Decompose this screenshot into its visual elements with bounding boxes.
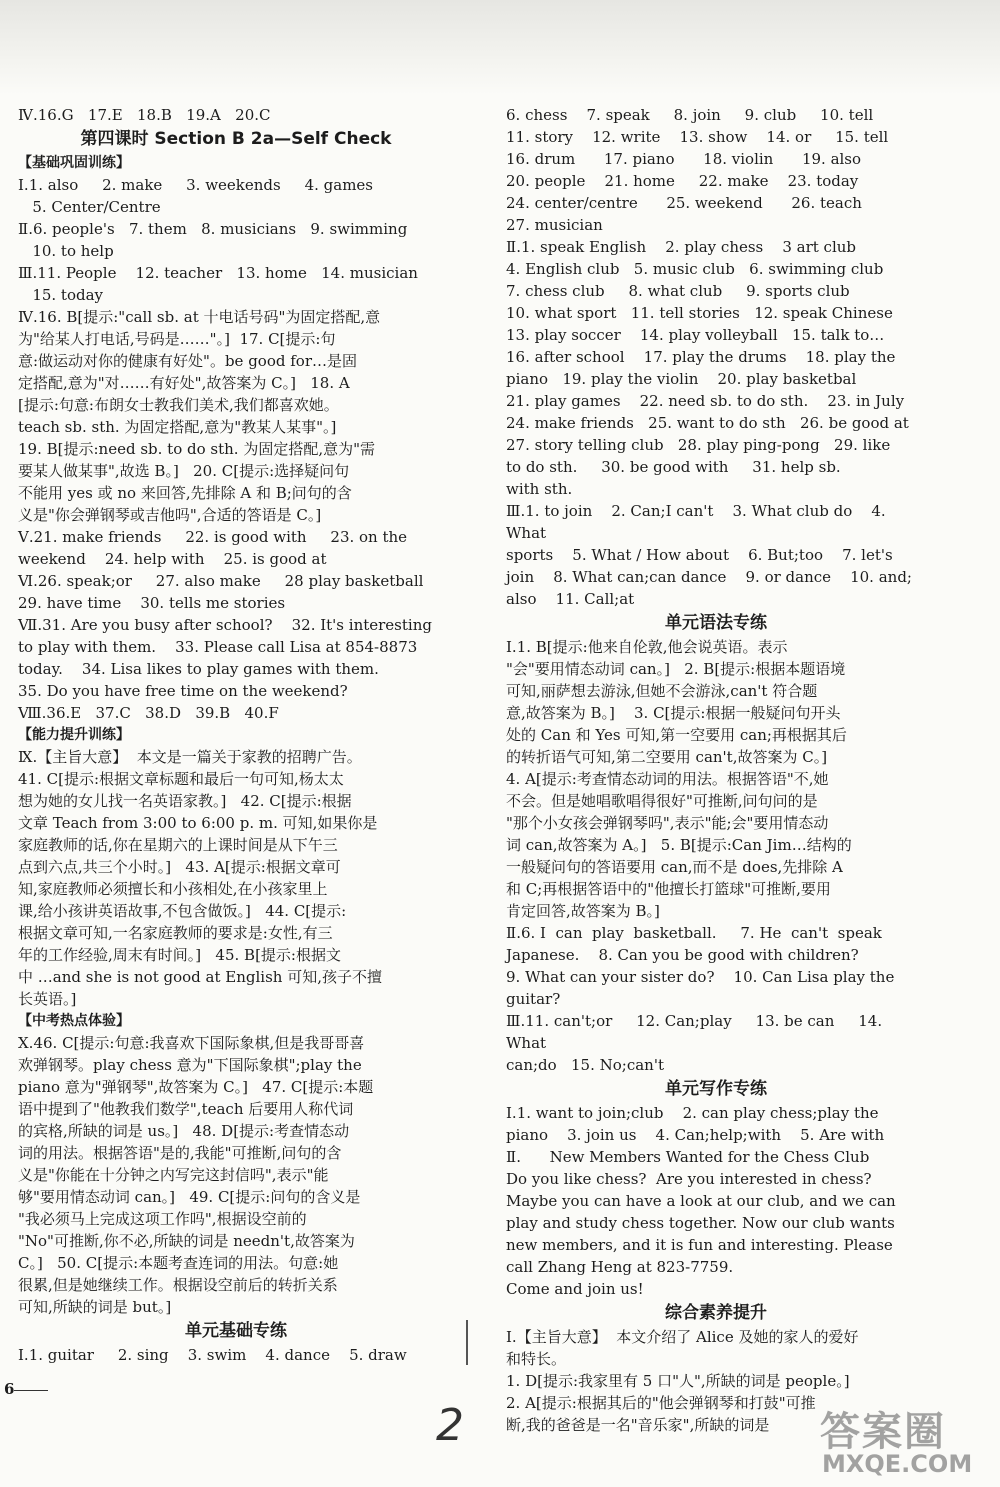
right-column bbox=[506, 104, 926, 1436]
text-line: to play with them. 33. Please call Lisa at 854-8873 bbox=[18, 638, 418, 656]
text-line: 课,给小孩讲英语故事,不包含做饭。] 44. C[提示: bbox=[18, 902, 347, 920]
text-line: 义是"你会弹钢琴或吉他吗",合适的答语是 C。] bbox=[18, 506, 322, 524]
text-line: 2. A[提示:根据其后的"他会弹钢琴和打鼓"可推 bbox=[506, 1394, 816, 1412]
section-title: 单元基础专练 bbox=[185, 1321, 287, 1341]
text-line: 欢弹钢琴。play chess 意为"下国际象棋";play the bbox=[18, 1056, 362, 1074]
text-line: Ⅱ.6. people's 7. them 8. musicians 9. swimming bbox=[18, 220, 408, 238]
text-line: 的转折语气可知,第二空要用 can't,故答案为 C。] bbox=[506, 748, 828, 766]
text-line: 11. story 12. write 13. show 14. or 15. tell bbox=[506, 128, 889, 146]
text-line: piano 3. join us 4. Can;help;with 5. Are with bbox=[506, 1126, 885, 1144]
text-line: Ⅶ.31. Are you busy after school? 32. It's interesting bbox=[18, 616, 432, 634]
text-line: 文章 Teach from 3:00 to 6:00 p. m. 可知,如果你是 bbox=[18, 814, 378, 832]
handwritten-mark: 2 bbox=[436, 1400, 464, 1451]
text-line: 20. people 21. home 22. make 23. today bbox=[506, 172, 859, 190]
section-title: 第四课时 Section B 2a—Self Check bbox=[80, 129, 392, 149]
text-line: 意,故答案为 B。] 3. C[提示:根据一般疑问句开头 bbox=[506, 704, 841, 722]
text-line: 和 C;再根据答语中的"他擅长打篮球"可推断,要用 bbox=[506, 880, 831, 898]
text-line: 点到六点,共三个小时。] 43. A[提示:根据文章可 bbox=[18, 858, 341, 876]
text-line: 1. D[提示:我家里有 5 口"人",所缺的词是 people。] bbox=[506, 1372, 850, 1390]
section-title: 单元语法专练 bbox=[665, 613, 767, 633]
text-line: 意:做运动对你的健康有好处"。be good for…是固 bbox=[18, 352, 357, 370]
column-divider bbox=[466, 1320, 468, 1365]
section-title: 单元写作专练 bbox=[665, 1079, 767, 1099]
text-line: 41. C[提示:根据文章标题和最后一句可知,杨太太 bbox=[18, 770, 344, 788]
subsection-heading: 【能力提升训练】 bbox=[18, 727, 130, 743]
text-line: Ⅸ.【主旨大意】 本文是一篇关于家教的招聘广告。 bbox=[18, 748, 362, 766]
text-line: join 8. What can;can dance 9. or dance 10. and; bbox=[506, 568, 912, 586]
text-line: new members, and it is fun and interesting. Please bbox=[506, 1236, 893, 1254]
text-line: 词的用法。根据答语"是的,我能"可推断,问句的含 bbox=[18, 1144, 342, 1162]
text-line: Maybe you can have a look at our club, and we can bbox=[506, 1192, 896, 1210]
text-line: "会"要用情态动词 can。] 2. B[提示:根据本题语境 bbox=[506, 660, 846, 678]
text-line: 定搭配,意为"对……有好处",故答案为 C。] 18. A bbox=[18, 374, 350, 392]
text-line: to do sth. 30. be good with 31. help sb. bbox=[506, 458, 841, 476]
text-line: Ⅰ.1. want to join;club 2. can play chess;play the bbox=[506, 1104, 879, 1122]
text-line: 27. musician bbox=[506, 216, 603, 234]
text-line: 24. center/centre 25. weekend 26. teach bbox=[506, 194, 862, 212]
text-line: Come and join us! bbox=[506, 1280, 644, 1298]
text-line: 家庭教师的话,你在星期六的上课时间是从下午三 bbox=[18, 836, 338, 854]
text-line: 24. make friends 25. want to do sth 26. be good at bbox=[506, 414, 909, 432]
text-line: sports 5. What / How about 6. But;too 7. let's bbox=[506, 546, 893, 564]
text-line: 19. B[提示:need sb. to do sth. 为固定搭配,意为"需 bbox=[18, 440, 375, 458]
text-line: 要某人做某事",故选 B。] 20. C[提示:选择疑问句 bbox=[18, 462, 350, 480]
text-line: 29. have time 30. tells me stories bbox=[18, 594, 286, 612]
text-line: teach sb. sth. 为固定搭配,意为"教某人某事"。] bbox=[18, 418, 337, 436]
text-line: piano 意为"弹钢琴",故答案为 C。] 47. C[提示:本题 bbox=[18, 1078, 374, 1096]
text-line: 和特长。 bbox=[506, 1350, 567, 1368]
text-line: 13. play soccer 14. play volleyball 15. talk to… bbox=[506, 326, 885, 344]
text-line: 年的工作经验,周末有时间。] 45. B[提示:根据文 bbox=[18, 946, 341, 964]
text-line: Japanese. 8. Can you be good with children? bbox=[506, 946, 859, 964]
text-line: Ⅰ.1. guitar 2. sing 3. swim 4. dance 5. draw bbox=[18, 1346, 407, 1364]
text-line: 断,我的爸爸是一名"音乐家",所缺的词是 bbox=[506, 1416, 770, 1434]
text-line: 义是"你能在十分钟之内写完这封信吗",表示"能 bbox=[18, 1166, 329, 1184]
subsection-heading: 【中考热点体验】 bbox=[18, 1013, 130, 1029]
text-line: 21. play games 22. need sb. to do sth. 23. in July bbox=[506, 392, 905, 410]
text-line: today. 34. Lisa likes to play games with them. bbox=[18, 660, 379, 678]
text-line: 为"给某人打电话,号码是……"。] 17. C[提示:句 bbox=[18, 330, 336, 348]
text-line: Ⅷ.36.E 37.C 38.D 39.B 40.F bbox=[18, 704, 279, 722]
left-column bbox=[18, 104, 454, 1366]
text-line: "那个小女孩会弹钢琴吗",表示"能;会"要用情态动 bbox=[506, 814, 829, 832]
text-line: with sth. bbox=[506, 480, 573, 498]
text-line: call Zhang Heng at 823-7759. bbox=[506, 1258, 734, 1276]
text-line: 想为她的女儿找一名英语家教。] 42. C[提示:根据 bbox=[18, 792, 352, 810]
text-line: "我必须马上完成这项工作吗",根据设空前的 bbox=[18, 1210, 307, 1228]
text-line: Ⅲ.11. can't;or 12. Can;play 13. be can 14. What bbox=[506, 1012, 887, 1052]
text-line: 10. to help bbox=[18, 242, 114, 260]
text-line: 9. What can your sister do? 10. Can Lisa play the bbox=[506, 968, 895, 986]
text-line: Ⅲ.1. to join 2. Can;I can't 3. What club do 4. What bbox=[506, 502, 891, 542]
text-line: 可知,所缺的词是 but。] bbox=[18, 1298, 172, 1316]
text-line: 一般疑问句的答语要用 can,而不是 does,先排除 A bbox=[506, 858, 843, 876]
text-line: 够"要用情态动词 can。] 49. C[提示:问句的含义是 bbox=[18, 1188, 361, 1206]
text-line: Ⅱ. New Members Wanted for the Chess Club bbox=[506, 1148, 870, 1166]
text-line: 根据文章可知,一名家庭教师的要求是:女性,有三 bbox=[18, 924, 333, 942]
text-line: 知,家庭教师必须擅长和小孩相处,在小孩家里上 bbox=[18, 880, 328, 898]
text-line: 6. chess 7. speak 8. join 9. club 10. tell bbox=[506, 106, 874, 124]
text-line: Ⅲ.11. People 12. teacher 13. home 14. musician bbox=[18, 264, 418, 282]
text-line: 不能用 yes 或 no 来回答,先排除 A 和 B;问句的含 bbox=[18, 484, 352, 502]
text-line: 处的 Can 和 Yes 可知,第一空要用 can;再根据其后 bbox=[506, 726, 847, 744]
section-title: 综合素养提升 bbox=[665, 1303, 767, 1323]
text-line: 4. English club 5. music club 6. swimming club bbox=[506, 260, 884, 278]
text-line: Ⅳ.16.G 17.E 18.B 19.A 20.C bbox=[18, 106, 271, 124]
page-number: 6 bbox=[4, 1380, 15, 1398]
text-line: [提示:句意:布朗女士教我们美术,我们都喜欢她。 bbox=[18, 396, 339, 414]
text-line: 词 can,故答案为 A。] 5. B[提示:Can Jim…结构的 bbox=[506, 836, 852, 854]
text-line: Ⅴ.21. make friends 22. is good with 23. on the bbox=[18, 528, 408, 546]
text-line: 的宾格,所缺的词是 us。] 48. D[提示:考查情态动 bbox=[18, 1122, 350, 1140]
text-line: weekend 24. help with 25. is good at bbox=[18, 550, 327, 568]
text-line: 语中提到了"他教我们数学",teach 后要用人称代词 bbox=[18, 1100, 354, 1118]
subsection-heading: 【基础巩固训练】 bbox=[18, 155, 130, 171]
text-line: 16. drum 17. piano 18. violin 19. also bbox=[506, 150, 862, 168]
text-line: also 11. Call;at bbox=[506, 590, 635, 608]
text-line: 7. chess club 8. what club 9. sports club bbox=[506, 282, 850, 300]
text-line: 肯定回答,故答案为 B。] bbox=[506, 902, 660, 920]
text-line: guitar? bbox=[506, 990, 561, 1008]
text-line: 长英语。] bbox=[18, 990, 77, 1008]
text-line: 中 …and she is not good at English 可知,孩子不擅 bbox=[18, 968, 382, 986]
text-line: Ⅵ.26. speak;or 27. also make 28 play basketball bbox=[18, 572, 424, 590]
text-line: 15. today bbox=[18, 286, 104, 304]
scan-top-shadow bbox=[0, 0, 1000, 95]
text-line: 很累,但是她继续工作。根据设空前后的转折关系 bbox=[18, 1276, 338, 1294]
text-line: C。] 50. C[提示:本题考查连词的用法。句意:她 bbox=[18, 1254, 339, 1272]
page-number-rule bbox=[14, 1390, 48, 1391]
watermark-url: MXQE.COM bbox=[822, 1450, 973, 1478]
text-line: 27. story telling club 28. play ping-pong 29. like bbox=[506, 436, 891, 454]
text-line: 16. after school 17. play the drums 18. play the bbox=[506, 348, 896, 366]
text-line: 4. A[提示:考查情态动词的用法。根据答语"不,她 bbox=[506, 770, 829, 788]
watermark-logo: 答案圈 bbox=[820, 1409, 946, 1455]
text-line: Ⅰ.【主旨大意】 本文介绍了 Alice 及她的家人的爱好 bbox=[506, 1328, 859, 1346]
text-line: "No"可推断,你不必,所缺的词是 needn't,故答案为 bbox=[18, 1232, 355, 1250]
text-line: Ⅱ.6. I can play basketball. 7. He can't speak bbox=[506, 924, 882, 942]
text-line: piano 19. play the violin 20. play basketbal bbox=[506, 370, 857, 388]
text-line: can;do 15. No;can't bbox=[506, 1056, 664, 1074]
text-line: play and study chess together. Now our club wants bbox=[506, 1214, 895, 1232]
text-line: 可知,丽萨想去游泳,但她不会游泳,can't 符合题 bbox=[506, 682, 818, 700]
text-line: Do you like chess? Are you interested in chess? bbox=[506, 1170, 872, 1188]
text-line: 不会。但是她唱歌唱得很好"可推断,问句问的是 bbox=[506, 792, 818, 810]
text-line: Ⅳ.16. B[提示:"call sb. at 十电话号码"为固定搭配,意 bbox=[18, 308, 381, 326]
text-line: Ⅱ.1. speak English 2. play chess 3 art club bbox=[506, 238, 857, 256]
text-line: Ⅹ.46. C[提示:句意:我喜欢下国际象棋,但是我哥哥喜 bbox=[18, 1034, 365, 1052]
text-line: Ⅰ.1. also 2. make 3. weekends 4. games bbox=[18, 176, 373, 194]
text-line: 5. Center/Centre bbox=[18, 198, 161, 216]
text-line: 10. what sport 11. tell stories 12. speak Chinese bbox=[506, 304, 893, 322]
text-line: Ⅰ.1. B[提示:他来自伦敦,他会说英语。表示 bbox=[506, 638, 788, 656]
text-line: 35. Do you have free time on the weekend? bbox=[18, 682, 348, 700]
